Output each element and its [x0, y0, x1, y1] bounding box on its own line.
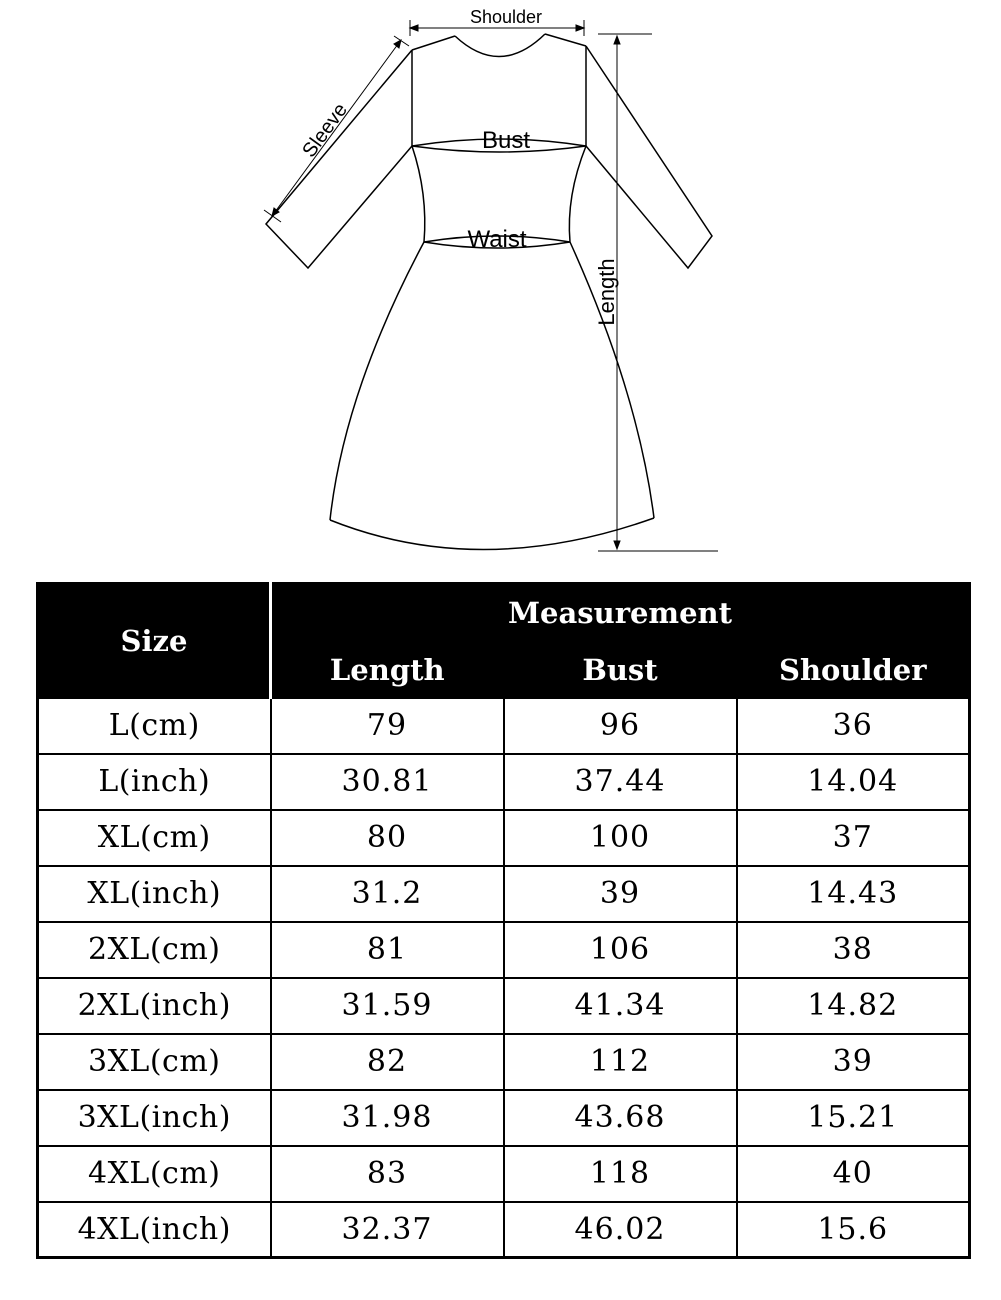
shoulder-cell: 15.6	[737, 1202, 970, 1258]
shoulder-cell: 36	[737, 698, 970, 754]
bust-cell: 112	[504, 1034, 737, 1090]
size-cell: 2XL(inch)	[38, 978, 271, 1034]
bust-cell: 37.44	[504, 754, 737, 810]
waist-label: Waist	[467, 226, 527, 253]
size-cell: 4XL(cm)	[38, 1146, 271, 1202]
length-label: Length	[594, 258, 619, 326]
size-cell: XL(inch)	[38, 866, 271, 922]
bust-cell: 96	[504, 698, 737, 754]
bust-cell: 39	[504, 866, 737, 922]
length-cell: 82	[271, 1034, 504, 1090]
column-header-shoulder: Shoulder	[737, 642, 970, 698]
size-cell: XL(cm)	[38, 810, 271, 866]
size-cell: 3XL(cm)	[38, 1034, 271, 1090]
table-row	[38, 754, 970, 810]
table-row	[38, 698, 970, 754]
shoulder-label: Shoulder	[469, 7, 543, 27]
table-row	[38, 1034, 970, 1090]
bust-cell: 43.68	[504, 1090, 737, 1146]
table-row	[38, 1146, 970, 1202]
bust-cell: 100	[504, 810, 737, 866]
shoulder-cell: 15.21	[737, 1090, 970, 1146]
shoulder-cell: 39	[737, 1034, 970, 1090]
column-header-length: Length	[271, 642, 504, 698]
dress-measurement-diagram	[0, 0, 1001, 570]
shoulder-cell: 14.04	[737, 754, 970, 810]
length-cell: 83	[271, 1146, 504, 1202]
shoulder-cell: 38	[737, 922, 970, 978]
shoulder-cell: 37	[737, 810, 970, 866]
bust-cell: 46.02	[504, 1202, 737, 1258]
length-cell: 79	[271, 698, 504, 754]
bust-label: Bust	[481, 127, 531, 154]
table-row	[38, 866, 970, 922]
shoulder-cell: 40	[737, 1146, 970, 1202]
table-row	[38, 1090, 970, 1146]
bust-cell: 118	[504, 1146, 737, 1202]
size-chart-table	[36, 582, 971, 1259]
bust-cell: 41.34	[504, 978, 737, 1034]
length-cell: 31.59	[271, 978, 504, 1034]
sleeve-label: Sleeve	[298, 99, 353, 162]
length-cell: 31.98	[271, 1090, 504, 1146]
size-cell: 4XL(inch)	[38, 1202, 271, 1258]
column-header-bust: Bust	[504, 642, 737, 698]
bust-cell: 106	[504, 922, 737, 978]
length-cell: 30.81	[271, 754, 504, 810]
size-cell: 2XL(cm)	[38, 922, 271, 978]
table-row	[38, 810, 970, 866]
shoulder-cell: 14.43	[737, 866, 970, 922]
length-cell: 80	[271, 810, 504, 866]
size-cell: L(inch)	[38, 754, 271, 810]
measure-lines	[264, 20, 718, 551]
table-row	[38, 1202, 970, 1258]
length-cell: 81	[271, 922, 504, 978]
length-cell: 32.37	[271, 1202, 504, 1258]
table-row	[38, 978, 970, 1034]
shoulder-cell: 14.82	[737, 978, 970, 1034]
size-header: Size	[38, 584, 271, 698]
size-cell: L(cm)	[38, 698, 271, 754]
measurement-header: Measurement	[271, 584, 970, 642]
table-row	[38, 922, 970, 978]
size-cell: 3XL(inch)	[38, 1090, 271, 1146]
length-cell: 31.2	[271, 866, 504, 922]
